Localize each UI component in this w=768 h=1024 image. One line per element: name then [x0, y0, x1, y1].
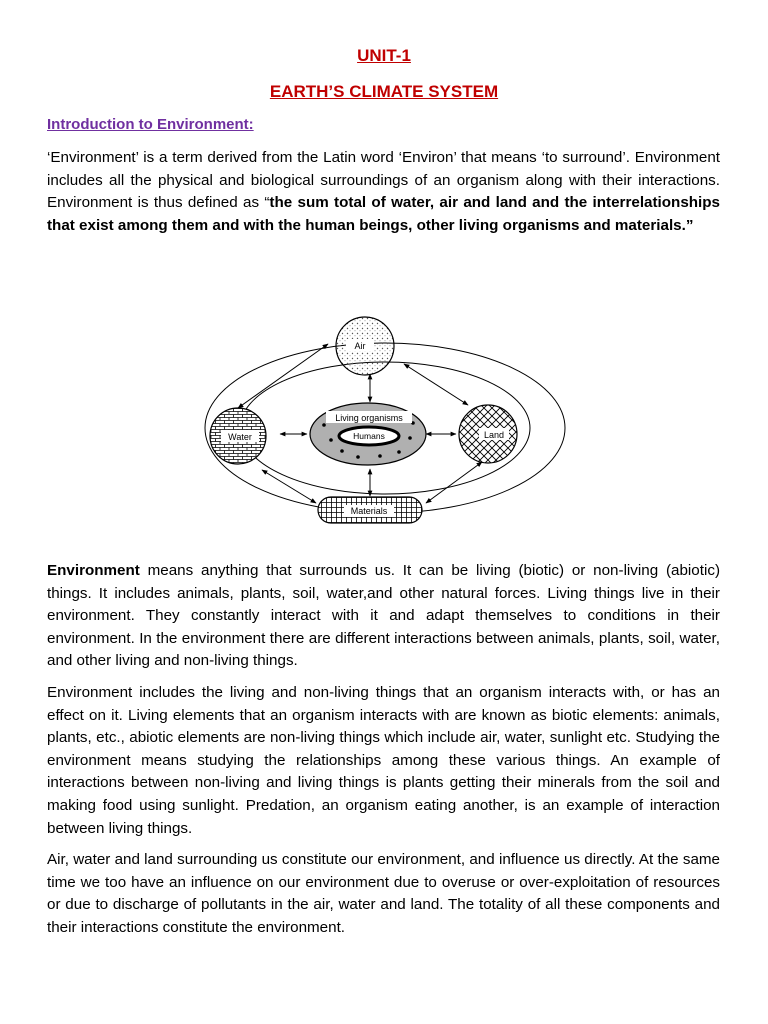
living-organisms-label: Living organisms: [335, 413, 403, 423]
air-label: Air: [354, 341, 366, 351]
intro-text: ‘Environment’ is a term derived from the Latin word ‘Environ’ that means ‘to surround’. Environment includes all the physical and biological surroundings of an organism along with their interactions. Environment is thus defined as “: [47, 149, 720, 212]
section-heading: Introduction to Environment:: [47, 116, 254, 133]
environment-paragraph: [47, 560, 720, 673]
environment-term: Environment: [47, 562, 140, 579]
air-water-land-paragraph: Air, water and land surrounding us constitute our environment, and influence us directly. At the same time we too have an influence on our environment due to overuse or over-exploitation of resources or due to discharge of pollutants in the air, water and land. The totality of all these components and their interactions constitute the environment.: [47, 851, 720, 936]
environment-diagram: [196, 312, 574, 528]
water-label: Water: [228, 432, 252, 442]
materials-node: [318, 497, 422, 523]
environment-text-1: means anything that surrounds us. It can be living (biotic) or non-living (abiotic) things. It includes: [47, 562, 720, 602]
environment-text-2: ,and other natural forces. Living things live in their environment. They constantly interact with it and adapt themselves to conditions in their environment. In the environment there are different interactions between animals, plants, soil, water, and other living and non-living things.: [47, 584, 720, 670]
living-organisms-node: [310, 403, 426, 465]
air-node: [336, 317, 394, 375]
intro-definition: the sum total of water, air and land and the interrelationships that exist among them and with the human beings, other living organisms and materials.”: [47, 194, 720, 234]
materials-label: Materials: [350, 506, 388, 516]
environment-includes-paragraph: Environment includes the living and non-living things that an organism interacts with, or has an effect on it. Living elements that an organism interacts with are known as biotic elements: animals, plants, etc., abiotic elements are non-living things which include air, water, sunlight etc. Studying the environment means studying the relationships among these various things. An example of interactions between non-living and living things is plants getting their minerals from the soil and making food using sunlight. Predation, an organism eating another, is an example of interaction between living things.: [47, 684, 720, 837]
humans-label: Humans: [353, 431, 385, 441]
land-node: [459, 405, 517, 463]
environment-list: animals, plants, soil, water: [177, 584, 363, 602]
land-label: Land: [483, 430, 505, 440]
unit-heading: UNIT-1: [357, 46, 411, 65]
intro-paragraph: [47, 147, 720, 237]
page-title: EARTH’S CLIMATE SYSTEM: [269, 82, 499, 101]
water-node: [210, 408, 266, 464]
